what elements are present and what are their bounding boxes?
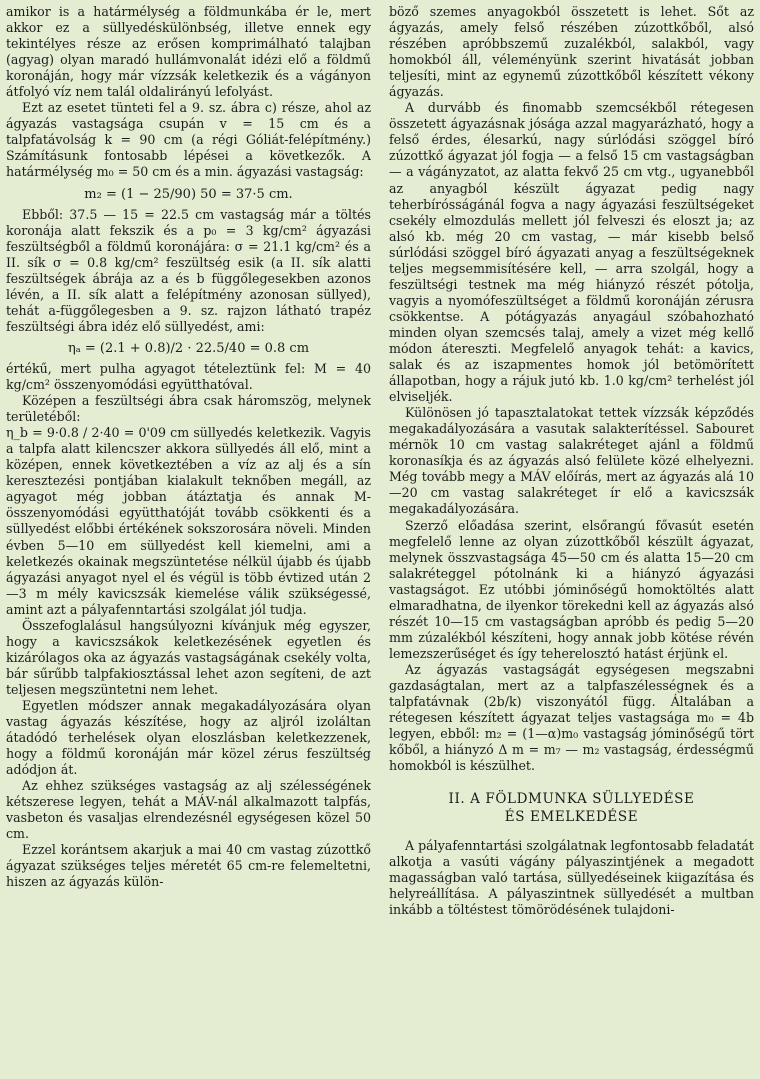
paragraph: A pályafenntartási szolgálatnak legfontosabb feladatát alkotja a vasúti vágány pályaszintjének a megadott magasságban való tartása, süllyedéseinek kiigazítása és helyreállítása. A pályaszintnek süllyedését a multban inkább a töltéstest tömörödésének tulajdoni- [389, 838, 754, 918]
paragraph: A durvább és finomabb szemcsékből rétegesen összetett ágyazásnak jósága azzal magyarázható, hogy a felső érdes, élesarkú, nagy súrlódási szöggel bíró zúzottkő ágyazat jól fogja — a felső 15 cm vastagságban — a vágányzatot, az alatta fekvő 25 cm vtg., ugyanebből az anyagból készült ágyazat pedig nagy teherbírósságánál fogva a nagy ágyazási feszültségeket csekély elmozdulás mellett jól felveszi és eloszt ja; az alsó kb. még 20 cm vastag, — már kisebb belső súrlódási szöggel bíró ágyazati anyag a feszültségeknek teljes megsemmisítésére kell, — arra szolgál, hogy a feszültségi testnek ma még hiányzó részét pótolja, vagyis a nyomófeszültséget a földmű koronáján zérusra csökkentse. A pótágyazás anyagául szóbahozható minden olyan szemcsés talaj, amely a vizet még kellő módon átereszti. Megfelelő anyagok tehát: a kavics, salak és az iszapmentes homok jól betömörített állapotban, hogy a rájuk jutó kb. 1.0 kg/cm² terhelést jól elviseljék. [389, 100, 754, 405]
paragraph: Egyetlen módszer annak megakadályozására olyan vastag ágyazás készítése, hogy az aljról izoláltan átadódó terhelések olyan eloszlásban keletkezzenek, hogy a földmű koronáján már közel zérus feszültség adódjon át. [6, 697, 371, 778]
section-heading-line: II. A FÖLDMUNKA SÜLLYEDÉSE [448, 791, 695, 808]
paragraph: böző szemes anyagokból összetett is lehet. Sőt az ágyazás, amely felső részében zúzottkőből, alsó részében apróbbszemű zuzalékból, salakból, vagy homokból áll, véleményünk szerint hivatását jobban teljesíti, mint az egynemű zúzottkőből készített vékony ágyazás. [389, 4, 754, 100]
paragraph: értékű, mert pulha agyagot tételeztünk fel: M = 40 kg/cm² összenyomódási együtthatóval. [6, 360, 371, 393]
paragraph: Szerző előadása szerint, elsőrangú fővasút esetén megfelelő lenne az olyan zúzottkőből készült ágyazat, melynek összvastagsága 45—50 cm és alatta 15—20 cm salakréteggel pótolnánk ki a hiányzó ágyazási vastagságot. Ez utóbbi jóminőségű homoktöltés alatt elmaradhatna, de ilyenkor törekedni kell az ágyazás alsó részét 10—15 cm vastagságban apróbb és pedig 5—20 mm zúzalékból készíteni, hogy annak jobb kötése révén lemezszerűséget és így teherelosztó hatást érjünk el. [389, 517, 754, 661]
paragraph: amikor is a határmélység a földmunkába ér le, mert akkor ez a süllyedéskülönbség, illetve ennek egy tekintélyes része az erősen komprimálható talajban (agyag) olyan maradó hullámvonalát idézi elő a földmű koronáján, hogy már vízzsák keletkezik és a vágányon átfolyó víz nem talál oldalirányú lefolyást. [6, 4, 371, 100]
paragraph: Az ágyazás vastagságát egységesen megszabni gazdaságtalan, mert az a talpfaszélességnek és a talpfatávnak (2b/k) viszonyától függ. Általában a rétegesen készített ágyazat teljes vastagsága m₀ = 4b legyen, ebből: m₂ = (1—α)m₀ vastagság jóminőségű tört kőből, a hiányzó Δ m = m₇ — m₂ vastagság, érdességmű homokból is készülhet. [389, 661, 754, 774]
paragraph: η_b = 9·0.8 / 2·40 = 0'09 cm süllyedés keletkezik. Vagyis a talpfa alatt kilencszer akkora süllyedés áll elő, mint a középen, ennek következtében a víz az alj és a sín keresztezési pontjában kialakult teknőben megáll, az agyagot még jobban átáztatja és annak M-összenyomódási együtthatóját tovább csökkenti és a süllyedést előbbi értékének sokszorosára növeli. Minden évben 5—10 em süllyedést kell kiemelni, ami a keletkezés okainak megszüntetése nélkül újabb és újabb ágyazási anyagot nyel el és végül is több évtized után 2—3 m mély kavicszsák kiemelése válik szükségessé, amint azt a pályafenntartási szolgálat jól tudja. [6, 425, 371, 617]
paragraph: Ezzel korántsem akarjuk a mai 40 cm vastag zúzottkő ágyazat szükséges teljes méretét 65 cm-re felemeltetni, hiszen az ágyazás külön- [6, 842, 371, 890]
paragraph: Összefoglalásul hangsúlyozni kívánjuk még egyszer, hogy a kavicszsákok keletkezésének egyetlen és kizárólagos oka az ágyazás vastagságának csekély volta, bár sűrűbb talpfakiosztással lehet azon segíteni, de azt teljesen megszüntetni nem lehet. [6, 617, 371, 697]
formula: m₂ = (1 − 25/90) 50 = 37·5 cm. [84, 186, 293, 202]
section-heading [389, 790, 754, 826]
paragraph: Különösen jó tapasztalatokat tettek vízzsák képződés megakadályozására a vasutak salakterítéssel. Sabouret mérnök 10 cm vastag salakréteget ajánl a földmű koronasíkja és az ágyazás alsó felülete közé elhelyezni. Még tovább megy a MÁV előírás, mert az ágyazás alá 10—20 cm vastag salakréteget ír elő a kavicszsák megakadályozására. [389, 405, 754, 517]
formula: ηₐ = (2.1 + 0.8)/2 · 22.5/40 = 0.8 cm [67, 340, 310, 356]
left-column [6, 4, 371, 1079]
right-column [389, 4, 754, 1079]
paragraph: Középen a feszültségi ábra csak háromszög, melynek területéből: [6, 393, 371, 425]
paragraph: Ezt az esetet tünteti fel a 9. sz. ábra c) része, ahol az ágyazás vastagsága csupán v = 15 cm és a talpfatávolság k = 90 cm (a régi Góliát-felépítmény.) Számításunk fontosabb lépései a következők. A határmélység m₀ = 50 cm és a min. ágyazási vastagság: [6, 100, 371, 180]
paragraph: Ebből: 37.5 — 15 = 22.5 cm vastagság már a töltés koronája alatt fekszik és a p₀ = 3 kg/cm² ágyazási feszültségből a földmű koronájára: σ = 21.1 kg/cm² és a II. sík σ = 0.8 kg/cm² feszültség esik (a II. sík alatti feszültségek ábrája az a és b függőlegesekben azonos lévén, a II. sík alatt a felépítmény azonosan süllyed), tehát a-függőlegesben a 9. sz. rajzon látható trapéz feszültségi ábra idéz elő süllyedést, ami: [6, 206, 371, 334]
section-heading-line: ÉS EMELKEDÉSE [504, 809, 639, 826]
paragraph: Az ehhez szükséges vastagság az alj szélességének kétszerese legyen, tehát a MÁV-nál alkalmazott talpfás, vasbeton és vasaljas elrendezésnél egységesen közel 50 cm. [6, 778, 371, 842]
